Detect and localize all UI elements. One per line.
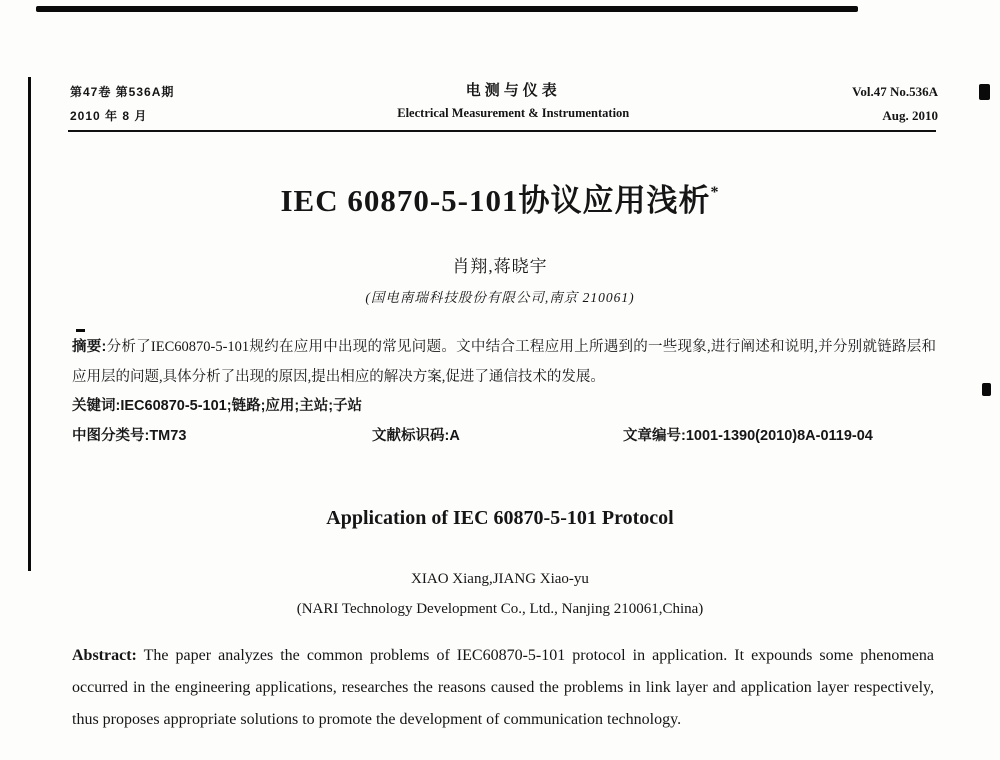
cn-front-matter	[72, 333, 936, 452]
abstract-cn	[72, 333, 936, 392]
keywords-cn: 关键词:IEC60870-5-101;链路;应用;主站;子站	[72, 398, 363, 414]
scan-artifact-right-mark	[979, 84, 990, 100]
journal-date-cn: 2010 年 8 月	[70, 109, 148, 123]
journal-date-en: Aug. 2010	[882, 108, 938, 123]
scan-artifact-right-mark	[982, 383, 991, 396]
scan-artifact-stray-dash	[76, 329, 85, 332]
journal-header-left	[70, 80, 174, 128]
abstract-en	[72, 640, 934, 736]
journal-name-en: Electrical Measurement & Instrumentation	[397, 106, 630, 120]
journal-header-center	[397, 80, 629, 124]
abstract-en-text: The paper analyzes the common problems of IEC60870-5-101 protocol in application. It expounds some phenomena occurred in the engineering applications, researches the reasons caused the problems in link layer and application layer respectively, thus proposes appropriate solutions to promote the development of communication technology.	[72, 647, 934, 728]
abstract-label-en: Abstract:	[72, 647, 137, 664]
article-id: 文章编号:1001-1390(2010)8A-0119-04	[623, 427, 873, 444]
paper-title-cn-text: IEC 60870-5-101协议应用浅析	[280, 183, 711, 218]
abstract-label-cn: 摘要:	[72, 339, 107, 355]
journal-header	[70, 80, 938, 128]
document-code: 文献标识码:A	[372, 427, 460, 444]
journal-header-right	[852, 80, 938, 128]
classification-row	[72, 422, 936, 452]
affiliation-cn: (国电南瑞科技股份有限公司,南京 210061)	[365, 290, 635, 305]
abstract-cn-text: 分析了IEC60870-5-101规约在应用中出现的常见问题。文中结合工程应用上所遇到的一些现象,进行阐述和说明,并分别就链路层和应用层的问题,具体分析了出现的原因,提出相应的解决方案,促进了通信技术的发展。	[72, 339, 936, 385]
title-footnote-marker: *	[710, 184, 720, 201]
paper-title-en: Application of IEC 60870-5-101 Protocol	[326, 507, 674, 529]
affiliation-en: (NARI Technology Development Co., Ltd., Nanjing 210061,China)	[296, 601, 704, 617]
journal-volume-en: Vol.47 No.536A	[852, 84, 938, 99]
header-rule	[68, 130, 936, 132]
authors-en: XIAO Xiang,JIANG Xiao-yu	[411, 571, 589, 587]
clc-number: 中图分类号:TM73	[72, 427, 187, 444]
journal-volume-cn: 第47卷 第536A期	[70, 85, 175, 99]
journal-name-cn: 电测与仪表	[465, 82, 561, 99]
scan-artifact-left-line	[28, 77, 31, 571]
authors-cn: 肖翔,蒋晓宇	[452, 257, 548, 276]
scan-artifact-top-line	[36, 6, 858, 12]
paper-title-cn	[0, 175, 1000, 220]
